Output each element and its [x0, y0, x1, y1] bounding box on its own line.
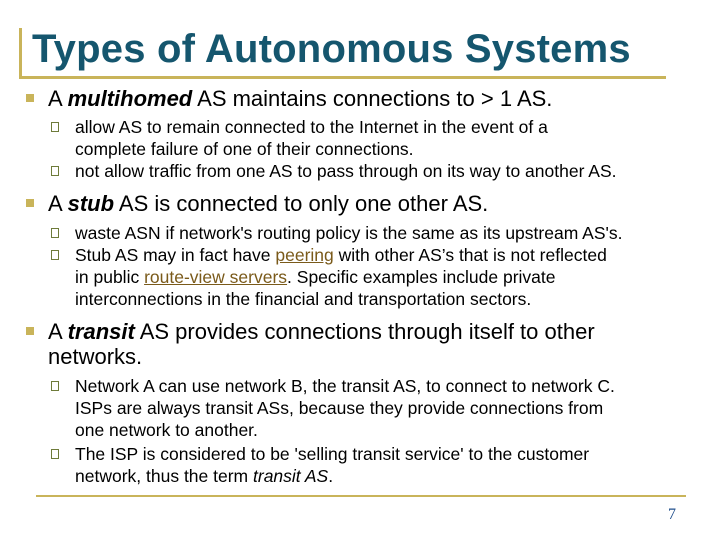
sub-bullet-multihomed-2 [75, 160, 705, 182]
text-span: with other AS’s that is not reflected [333, 245, 607, 265]
text-span: in public [75, 267, 145, 287]
sub-bullet-box-icon [51, 250, 59, 260]
slide-title: Types of Autonomous Systems [32, 27, 631, 71]
sub-bullet-line: The ISP is considered to be 'selling transit service' to the customer [75, 444, 590, 464]
peering-link[interactable]: peering [275, 245, 334, 265]
bullet-text: networks. [48, 344, 143, 369]
bullet-stub [48, 191, 688, 216]
sub-bullet-line: interconnections in the financial and transportation sectors. [75, 289, 532, 309]
sub-bullet-line: allow AS to remain connected to the Internet in the event of a [75, 117, 548, 137]
sub-bullet-line: one network to another. [75, 420, 258, 440]
title-accent-vertical [19, 28, 22, 78]
sub-bullet-line: ISPs are always transit ASs, because they provide connections from [75, 398, 604, 418]
bullet-text: A [48, 191, 68, 216]
sub-bullet-box-icon [51, 449, 59, 459]
bullet-square-icon [26, 94, 34, 102]
bullet-multihomed [48, 86, 688, 111]
sub-bullet-line: complete failure of one of their connections. [75, 139, 414, 159]
bullet-text: AS maintains connections to > 1 AS. [192, 86, 553, 111]
footer-divider [36, 495, 686, 497]
bullet-text: AS provides connections through itself to other [134, 319, 595, 344]
sub-bullet-multihomed-1 [75, 116, 705, 160]
text-span: . [328, 466, 334, 486]
bullet-text: A [48, 86, 68, 111]
bullet-text: AS is connected to only one other AS. [114, 191, 489, 216]
sub-bullet-transit-1 [75, 375, 705, 441]
text-span: network, thus the term [75, 466, 253, 486]
text-span: . Specific examples include private [287, 267, 556, 287]
title-accent-underline [19, 76, 666, 79]
term-transit-as: transit AS [253, 466, 329, 486]
sub-bullet-line: not allow traffic from one AS to pass through on its way to another AS. [75, 161, 617, 181]
text-span: Stub AS may in fact have [75, 245, 276, 265]
sub-bullet-line [75, 266, 705, 288]
sub-bullet-stub-1 [75, 222, 705, 244]
sub-bullet-box-icon [51, 166, 59, 176]
sub-bullet-line [75, 244, 705, 266]
bullet-square-icon [26, 327, 34, 335]
term-transit: transit [67, 319, 135, 344]
sub-bullet-box-icon [51, 381, 59, 391]
page-number: 7 [668, 506, 676, 523]
sub-bullet-line: waste ASN if network's routing policy is the same as its upstream AS's. [75, 223, 623, 243]
bullet-transit [48, 319, 688, 369]
bullet-square-icon [26, 199, 34, 207]
sub-bullet-line [75, 465, 705, 487]
route-view-servers-link[interactable]: route-view servers [144, 267, 288, 287]
sub-bullet-line: Network A can use network B, the transit AS, to connect to network C. [75, 376, 615, 396]
sub-bullet-transit-2 [75, 443, 705, 487]
bullet-text: A [48, 319, 68, 344]
sub-bullet-stub-2 [75, 244, 705, 310]
sub-bullet-box-icon [51, 228, 59, 238]
term-multihomed: multihomed [67, 86, 193, 111]
sub-bullet-box-icon [51, 122, 59, 132]
term-stub: stub [67, 191, 115, 216]
